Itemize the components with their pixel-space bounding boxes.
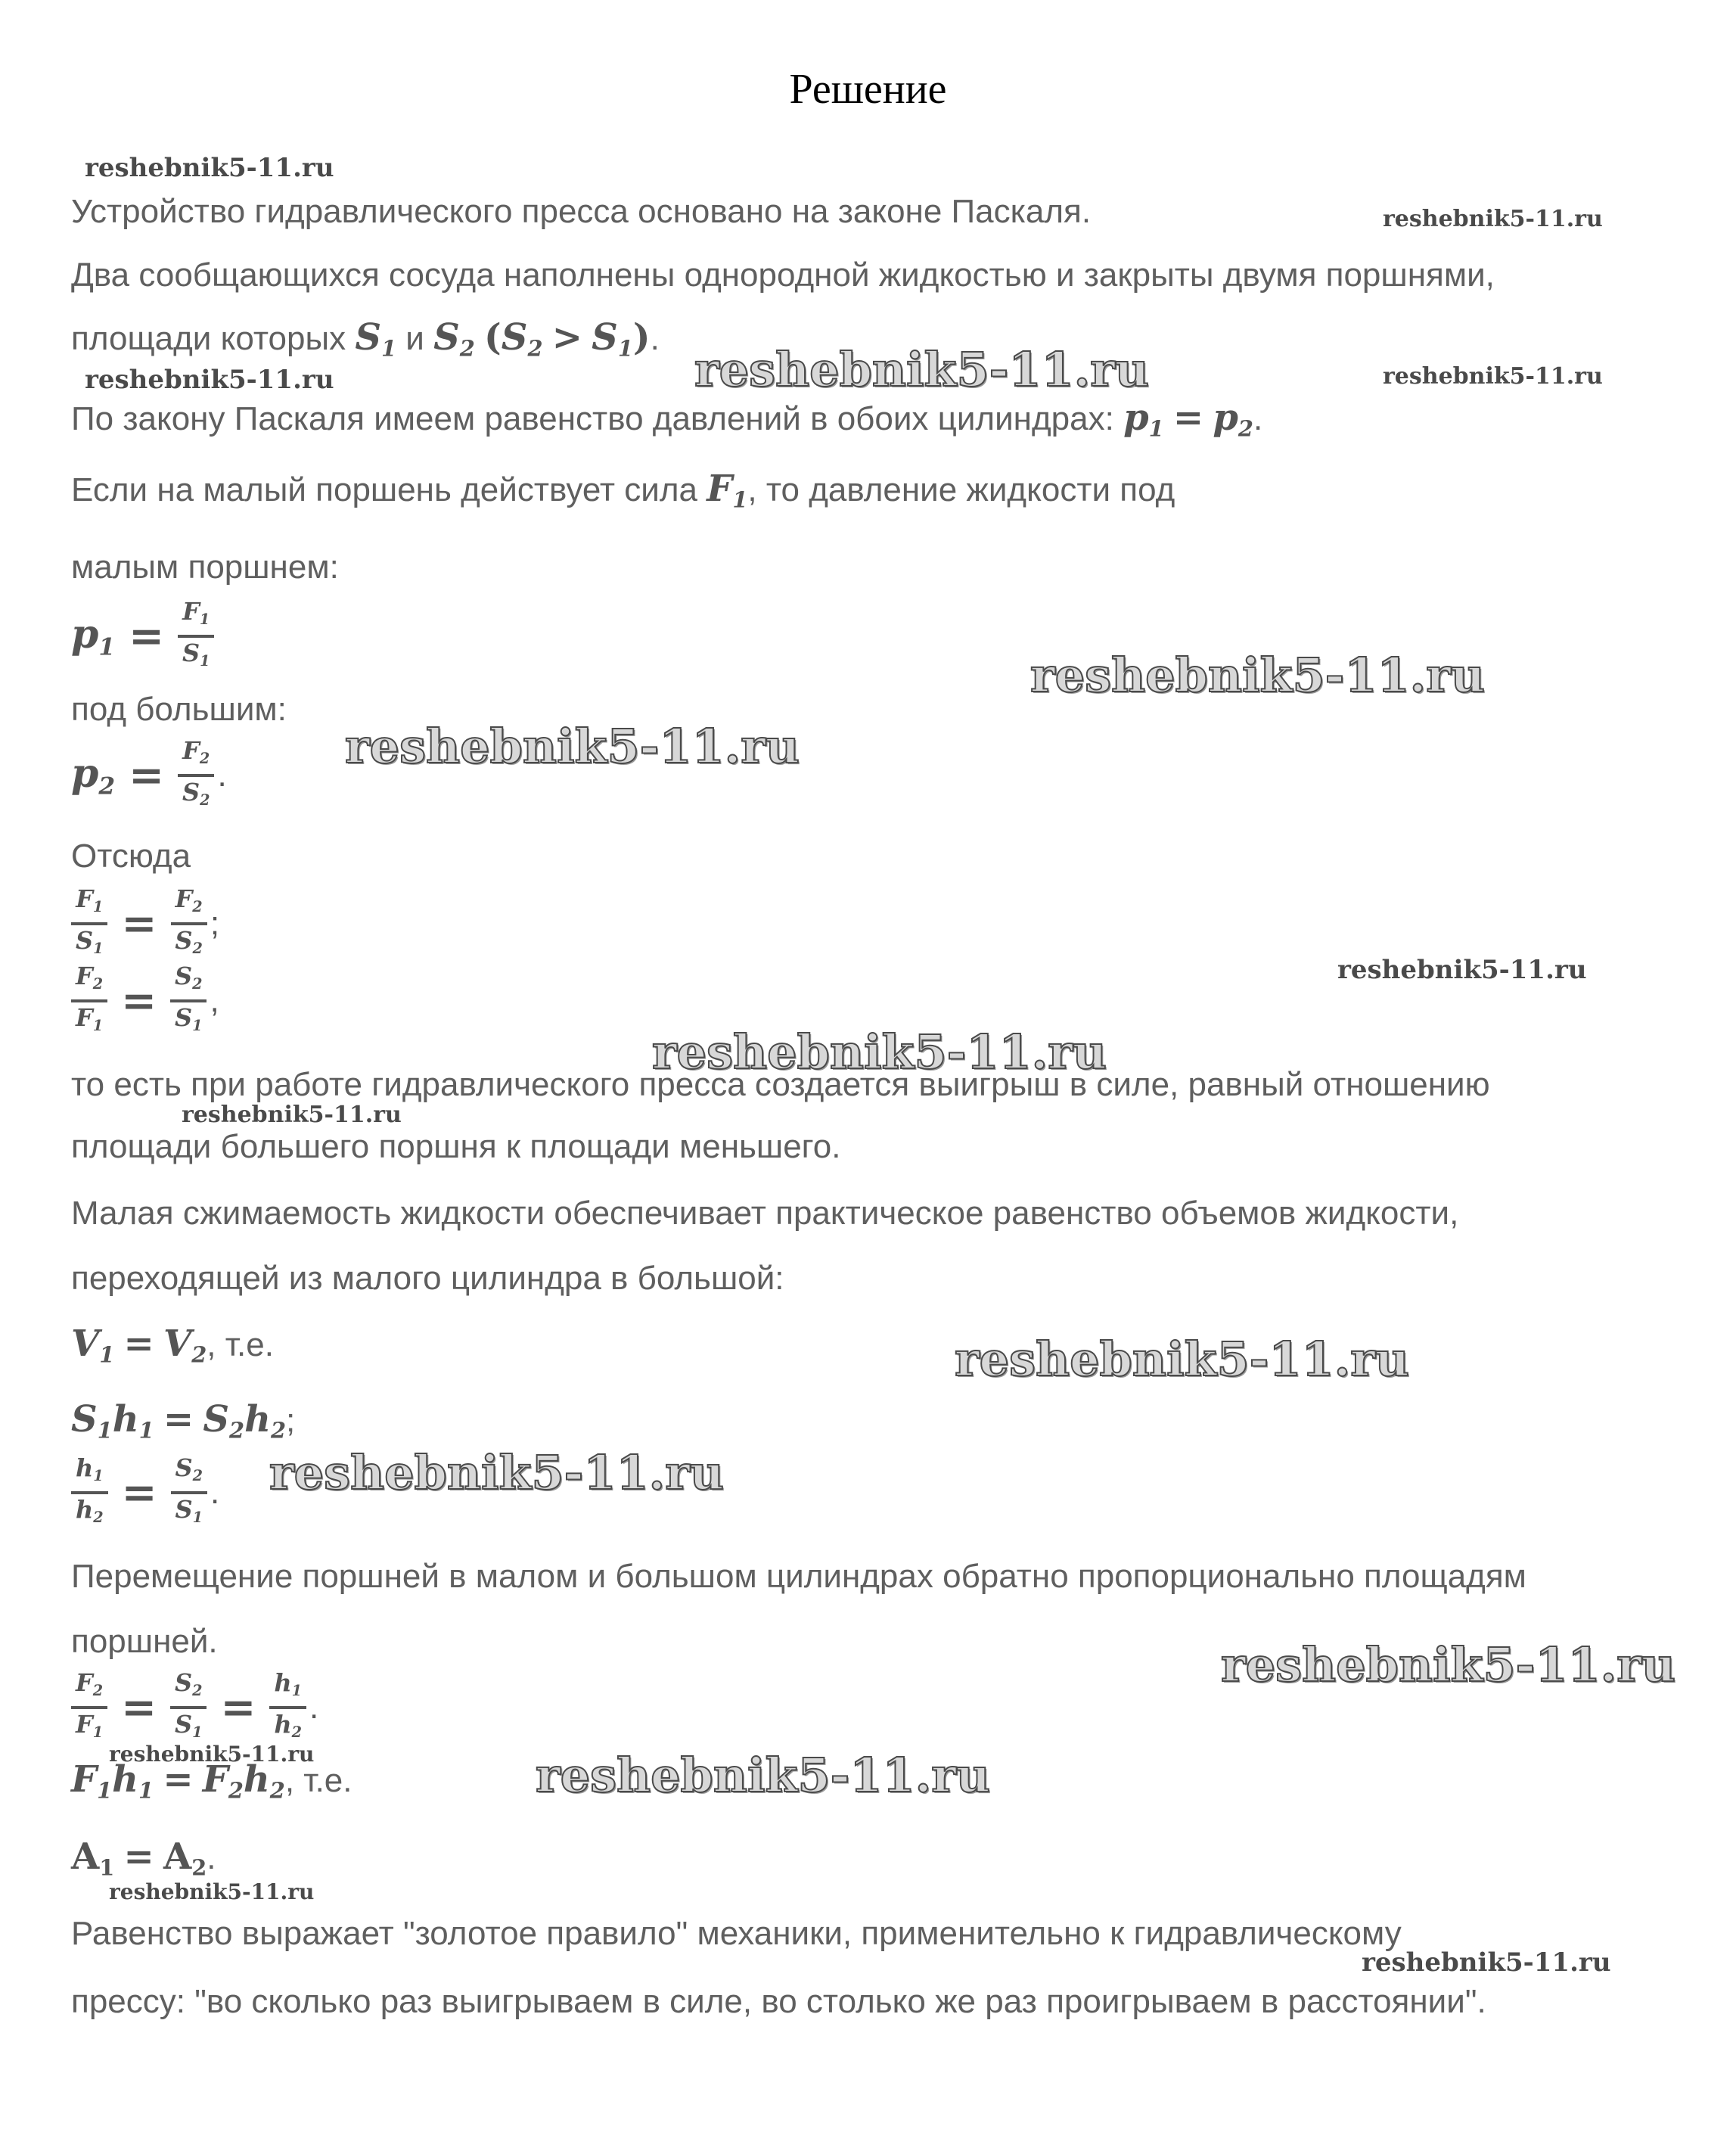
watermark-text: reshebnik5-11.ru [1362, 1947, 1611, 1978]
formula-height-ratio: $\frac{h_1}{h_2}$ = $\frac{S_2}{S_1}$ . [71, 1454, 219, 1531]
paragraph-golden-rule-line2: прессу: "во сколько раз выигрываем в силе, во столько же раз проигрываем в расстоянии". [71, 1983, 1486, 2020]
formula-p2: $p_2$ = $\frac{F_2}{S_2}$ . [71, 736, 227, 809]
watermark-text: reshebnik5-11.ru [85, 153, 334, 183]
watermark-text: reshebnik5-11.ru [269, 1445, 724, 1500]
paragraph-pascal-law: Устройство гидравлического пресса основано на законе Паскаля. [71, 193, 1092, 230]
paragraph-compressibility-line1: Малая сжимаемость жидкости обеспечивает практическое равенство объемов жидкости, [71, 1195, 1459, 1232]
formula-triple-ratio: $\frac{F_2}{F_1}$ = $\frac{S_2}{S_1}$ = $\frac{h_1}{h_2}$ . [71, 1669, 318, 1746]
watermark-text: reshebnik5-11.ru [536, 1748, 990, 1803]
formula-ratio-1: $\frac{F_1}{S_1}$ = $\frac{F_2}{S_2}$ ; [71, 885, 219, 962]
paragraph-vessels-line2: площади которых $S_1$ и $S_2$ $(S_2 > S_1)$. [71, 316, 660, 362]
paragraph-displacement-line2: поршней. [71, 1623, 218, 1660]
paragraph-vessels-line1: Два сообщающихся сосуда наполнены однородной жидкостью и закрыты двумя поршнями, [71, 256, 1495, 294]
watermark-text: reshebnik5-11.ru [345, 719, 800, 774]
paragraph-force-gain-line1: то есть при работе гидравлического пресса создается выигрыш в силе, равный отношению [71, 1066, 1490, 1103]
paragraph-under-small-piston: малым поршнем: [71, 549, 339, 586]
formula-work: $A_1 = A_2$. [71, 1835, 216, 1881]
page-title: Решение [789, 66, 947, 113]
watermark-text: reshebnik5-11.ru [1337, 955, 1587, 985]
watermark-text: reshebnik5-11.ru [182, 1102, 402, 1128]
paragraph-under-large: под большим: [71, 691, 287, 728]
paragraph-golden-rule-line1: Равенство выражает "золотое правило" механики, применительно к гидравлическому [71, 1915, 1402, 1952]
watermark-text: reshebnik5-11.ru [109, 1742, 315, 1767]
paragraph-force-gain-line2: площади большего поршня к площади меньшего. [71, 1128, 841, 1165]
watermark-text: reshebnik5-11.ru [1383, 206, 1603, 232]
paragraph-compressibility-line2: переходящей из малого цилиндра в большой: [71, 1260, 784, 1297]
formula-p1: $p_1$ = $\frac{F_1}{S_1}$ [71, 598, 214, 675]
paragraph-pressure-equality: По закону Паскаля имеем равенство давлений в обоих цилиндрах: $p_1 = p_2$. [71, 396, 1263, 442]
watermark-text: reshebnik5-11.ru [109, 1879, 315, 1904]
watermark-text: reshebnik5-11.ru [955, 1332, 1409, 1387]
paragraph-hence: Отсюда [71, 838, 191, 875]
watermark-text: reshebnik5-11.ru [1383, 363, 1603, 390]
paragraph-small-piston-force: Если на малый поршень действует сила $F_1$, то давление жидкости под [71, 468, 1175, 513]
watermark-text: reshebnik5-11.ru [85, 365, 334, 395]
formula-area-height: $S_1h_1 = S_2h_2$; [71, 1398, 296, 1444]
paragraph-displacement-line1: Перемещение поршней в малом и большом цилиндрах обратно пропорционально площадям [71, 1558, 1526, 1595]
watermark-text: reshebnik5-11.ru [694, 342, 1149, 397]
formula-force-height: $F_1h_1 = F_2h_2$, т.е. [71, 1758, 352, 1804]
watermark-text: reshebnik5-11.ru [1030, 648, 1485, 703]
watermark-text: reshebnik5-11.ru [1221, 1637, 1675, 1692]
formula-volume: $V_1 = V_2$, т.е. [71, 1322, 274, 1368]
formula-ratio-2: $\frac{F_2}{F_1}$ = $\frac{S_2}{S_1}$ , [71, 962, 219, 1040]
watermark-text: reshebnik5-11.ru [652, 1024, 1107, 1080]
